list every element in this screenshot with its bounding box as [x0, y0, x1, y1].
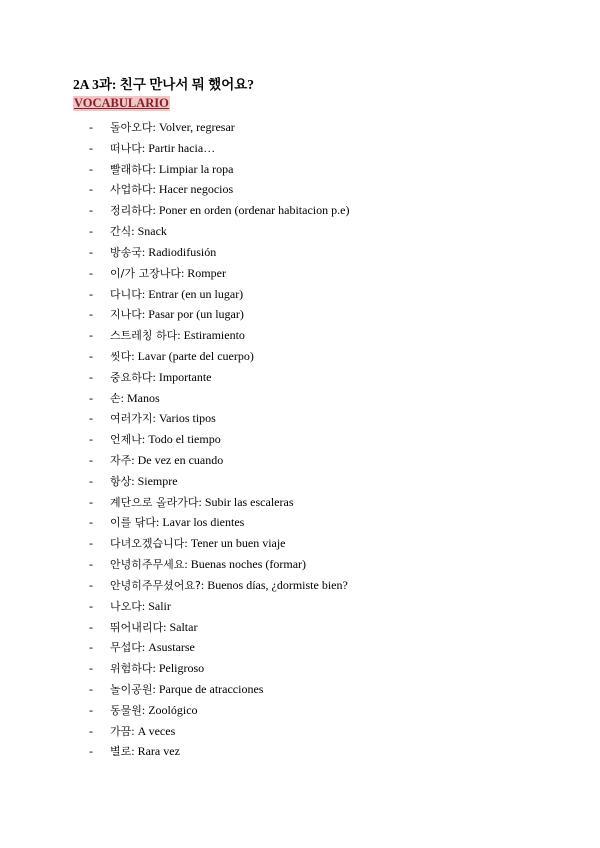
list-item [0, 533, 600, 554]
list-item [0, 554, 600, 575]
vocab-entry [110, 138, 215, 160]
list-item [0, 575, 600, 596]
bullet-dash: - [89, 120, 93, 134]
spanish-translation: : Snack [131, 224, 167, 239]
vocab-entry [110, 325, 245, 347]
spanish-translation: : A veces [131, 723, 176, 738]
vocab-entry [110, 159, 234, 181]
page-title: 2A 3과: 친구 만나서 뭐 했어요? [73, 77, 255, 92]
bullet-dash: - [89, 140, 93, 155]
list-item [0, 284, 600, 305]
vocab-entry [110, 658, 204, 680]
spanish-translation: : Buenos días, ¿dormiste bien? [200, 577, 348, 592]
korean-term: 사업하다 [110, 183, 153, 197]
bullet-dash: - [89, 640, 93, 655]
list-item [0, 700, 600, 721]
bullet-dash: - [89, 494, 93, 509]
vocab-entry [110, 263, 226, 285]
korean-term: 정리하다 [110, 204, 153, 218]
spanish-translation: : Partir hacia… [141, 140, 216, 155]
bullet-dash: - [89, 244, 93, 259]
korean-term: 다니다 [110, 287, 142, 301]
vocab-entry [110, 554, 306, 576]
vocab-entry [110, 304, 244, 326]
korean-term: 안녕히주무세요 [110, 558, 185, 572]
korean-term: 동물원 [110, 703, 142, 717]
list-item [0, 159, 600, 180]
vocab-entry [110, 575, 348, 597]
list-item [0, 200, 600, 221]
vocab-entry [110, 450, 223, 472]
spanish-translation: : Poner en orden (ordenar habitacion p.e) [152, 203, 350, 218]
vocab-entry [110, 471, 178, 493]
list-item [0, 388, 600, 409]
bullet-dash: - [89, 619, 93, 634]
bullet-dash: - [89, 744, 93, 759]
korean-term: 떠나다 [110, 141, 142, 155]
vocab-entry [110, 179, 233, 201]
bullet-dash: - [89, 203, 93, 218]
bullet-dash: - [89, 598, 93, 613]
korean-term: 무섭다 [110, 641, 142, 655]
spanish-translation: : Parque de atracciones [152, 681, 264, 696]
bullet-dash: - [89, 473, 93, 488]
spanish-translation: : Radiodifusión [141, 244, 217, 259]
korean-term: 자주 [110, 454, 132, 467]
korean-term: 중요하다 [110, 370, 153, 384]
bullet-dash: - [89, 723, 93, 738]
bullet-dash: - [89, 536, 93, 551]
spanish-translation: : Siempre [131, 473, 178, 488]
bullet-dash: - [89, 390, 93, 405]
vocab-entry [110, 284, 243, 306]
list-item [0, 679, 600, 700]
korean-term: 이를 닦다 [110, 516, 157, 530]
korean-term: 안녕히주무셨어요? [110, 578, 201, 592]
vocab-entry [110, 700, 198, 722]
korean-term: 지나다 [110, 308, 142, 322]
spanish-translation: : Romper [180, 265, 226, 280]
spanish-translation: : Volver, regresar [152, 120, 235, 134]
bullet-dash: - [89, 307, 93, 322]
spanish-translation: : Manos [120, 390, 160, 405]
bullet-dash: - [89, 369, 93, 384]
korean-term: 항상 [110, 474, 132, 488]
vocab-entry [110, 429, 221, 451]
vocab-entry [110, 388, 160, 410]
korean-term: 다녀오겠습니다 [110, 537, 185, 551]
list-item [0, 721, 600, 742]
list-item [0, 263, 600, 284]
vocab-entry [110, 533, 286, 555]
vocab-entry [110, 221, 167, 243]
vocabulary-list [0, 117, 600, 762]
list-item [0, 741, 600, 762]
korean-term: 손 [110, 391, 121, 405]
bullet-dash: - [89, 557, 93, 572]
spanish-translation: : Lavar los dientes [156, 515, 245, 530]
list-item [0, 367, 600, 388]
korean-term: 계단으로 올라가다 [110, 495, 199, 509]
list-item [0, 221, 600, 242]
vocab-entry [110, 741, 180, 763]
spanish-translation: : Hacer negocios [152, 182, 234, 197]
vocab-entry [110, 679, 263, 701]
vocab-entry [110, 200, 349, 222]
bullet-dash: - [89, 224, 93, 239]
vocab-entry [110, 408, 216, 430]
section-heading: VOCABULARIO [74, 96, 169, 110]
bullet-dash: - [89, 577, 93, 592]
list-item [0, 325, 600, 346]
bullet-dash: - [89, 515, 93, 530]
bullet-dash: - [89, 661, 93, 676]
vocab-entry [110, 367, 212, 389]
spanish-translation: : Entrar (en un lugar) [141, 286, 244, 301]
spanish-translation: : Lavar (parte del cuerpo) [131, 348, 254, 363]
korean-term: 간식 [110, 225, 132, 239]
list-item [0, 429, 600, 450]
vocab-entry [110, 637, 195, 659]
spanish-translation: : Salir [141, 598, 171, 613]
spanish-translation: : Peligroso [152, 661, 205, 676]
bullet-dash: - [89, 681, 93, 696]
korean-term: 이/가 고장나다 [110, 266, 181, 280]
spanish-translation: : Zoológico [141, 702, 198, 717]
list-item [0, 471, 600, 492]
spanish-translation: : Rara vez [131, 744, 180, 759]
list-item [0, 617, 600, 638]
korean-term: 언제나 [110, 433, 142, 447]
list-item [0, 512, 600, 533]
list-item [0, 117, 600, 138]
list-item [0, 179, 600, 200]
spanish-translation: : Buenas noches (formar) [184, 557, 307, 572]
spanish-translation: : Saltar [163, 619, 198, 634]
spanish-translation: : Tener un buen viaje [184, 536, 286, 551]
vocab-entry [110, 596, 171, 618]
korean-term: 가끔 [110, 724, 132, 738]
list-item [0, 596, 600, 617]
list-item [0, 450, 600, 471]
korean-term: 여러가지 [110, 412, 153, 426]
spanish-translation: : Todo el tiempo [141, 432, 221, 447]
korean-term: 씻다 [110, 349, 132, 363]
vocab-entry [110, 721, 175, 743]
spanish-translation: : Subir las escaleras [198, 494, 294, 509]
list-item [0, 304, 600, 325]
vocab-entry [110, 242, 216, 264]
spanish-translation: : Importante [152, 369, 212, 384]
list-item [0, 637, 600, 658]
list-item [0, 658, 600, 679]
korean-term: 돌아오다 [110, 121, 153, 134]
list-item [0, 138, 600, 159]
bullet-dash: - [89, 265, 93, 280]
bullet-dash: - [89, 286, 93, 301]
korean-term: 뛰어내리다 [110, 620, 164, 634]
korean-term: 놀이공원 [110, 682, 153, 696]
korean-term: 나오다 [110, 599, 142, 613]
korean-term: 별로 [110, 745, 132, 759]
bullet-dash: - [89, 328, 93, 343]
spanish-translation: : Estiramiento [177, 328, 245, 343]
spanish-translation: : Limpiar la ropa [152, 161, 234, 176]
bullet-dash: - [89, 432, 93, 447]
list-item [0, 408, 600, 429]
list-item [0, 346, 600, 367]
spanish-translation: : Pasar por (un lugar) [141, 307, 244, 322]
bullet-dash: - [89, 348, 93, 363]
vocab-entry [110, 346, 254, 368]
spanish-translation: : Asustarse [141, 640, 195, 655]
korean-term: 위험하다 [110, 662, 153, 676]
korean-term: 방송국 [110, 245, 142, 259]
bullet-dash: - [89, 453, 93, 467]
bullet-dash: - [89, 411, 93, 426]
korean-term: 스트레칭 하다 [110, 329, 178, 343]
bullet-dash: - [89, 161, 93, 176]
vocab-entry [110, 512, 244, 534]
vocab-entry [110, 617, 197, 639]
list-item [0, 492, 600, 513]
korean-term: 빨래하다 [110, 162, 153, 176]
spanish-translation: : De vez en cuando [131, 453, 224, 467]
vocab-entry [110, 492, 293, 514]
list-item [0, 242, 600, 263]
bullet-dash: - [89, 182, 93, 197]
spanish-translation: : Varios tipos [152, 411, 216, 426]
bullet-dash: - [89, 702, 93, 717]
vocab-entry [110, 117, 235, 139]
